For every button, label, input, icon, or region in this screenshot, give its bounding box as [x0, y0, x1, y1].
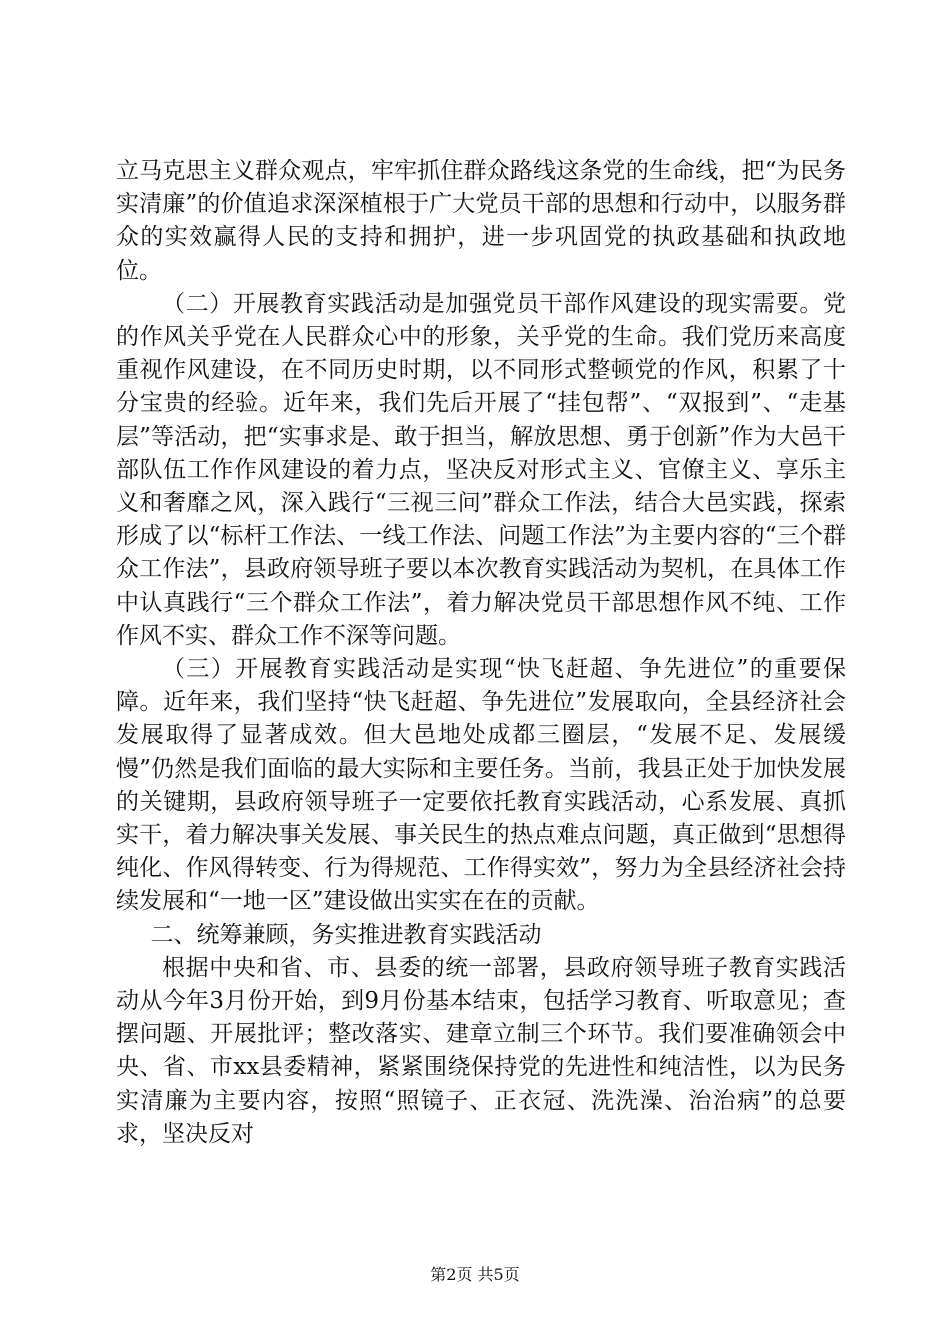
document-body	[116, 155, 846, 1151]
paragraph-development: （三）开展教育实践活动是实现“快飞赶超、争先进位”的重要保障。近年来，我们坚持“快飞赶超、争先进位”发展取向，全县经济社会发展取得了显著成效。但大邑地处成都三圈层，“发展不足、发展缓慢”仍然是我们面临的最大实际和主要任务。当前，我县正处于加快发展的关键期，县政府领导班子一定要依托教育实践活动，心系发展、真抓实干，着力解决事关发展、事关民生的热点难点问题，真正做到“思想得纯化、作风得转变、行为得规范、工作得实效”，努力为全县经济社会持续发展和“一地一区”建设做出实实在在的贡献。	[116, 656, 846, 915]
paragraph-continuation: 立马克思主义群众观点，牢牢抓住群众路线这条党的生命线，把“为民务实清廉”的价值追求深深植根于广大党员干部的思想和行动中，以服务群众的实效赢得人民的支持和拥护，进一步巩固党的执政基础和执政地位。	[116, 158, 846, 284]
page-footer: 第2页 共5页	[430, 1265, 520, 1284]
section-heading: 二、统筹兼顾，务实推进教育实践活动	[150, 921, 542, 948]
paragraph-deployment: 根据中央和省、市、县委的统一部署，县政府领导班子教育实践活动从今年3月份开始，到9月份基本结束，包括学习教育、听取意见；查摆问题、开展批评；整改落实、建章立制三个环节。我们要准确领会中央、省、市xx县委精神，紧紧围绕保持党的先进性和纯洁性，以为民务实清廉为主要内容，按照“照镜子、正衣冠、洗洗澡、治治病”的总要求，坚决反对	[116, 954, 846, 1147]
paragraph-work-style: （二）开展教育实践活动是加强党员干部作风建设的现实需要。党的作风关乎党在人民群众心中的形象，关乎党的生命。我们党历来高度重视作风建设，在不同历史时期，以不同形式整顿党的作风，积累了十分宝贵的经验。近年来，我们先后开展了“挂包帮”、“双报到”、“走基层”等活动，把“实事求是、敢于担当，解放思想、勇于创新”作为大邑干部队伍工作作风建设的着力点，坚决反对形式主义、官僚主义、享乐主义和奢靡之风，深入践行“三视三问”群众工作法，结合大邑实践，探索形成了以“标杆工作法、一线工作法、问题工作法”为主要内容的“三个群众工作法”，县政府领导班子要以本次教育实践活动为契机，在具体工作中认真践行“三个群众工作法”，着力解决党员干部思想作风不纯、工作作风不实、群众工作不深等问题。	[116, 290, 846, 649]
